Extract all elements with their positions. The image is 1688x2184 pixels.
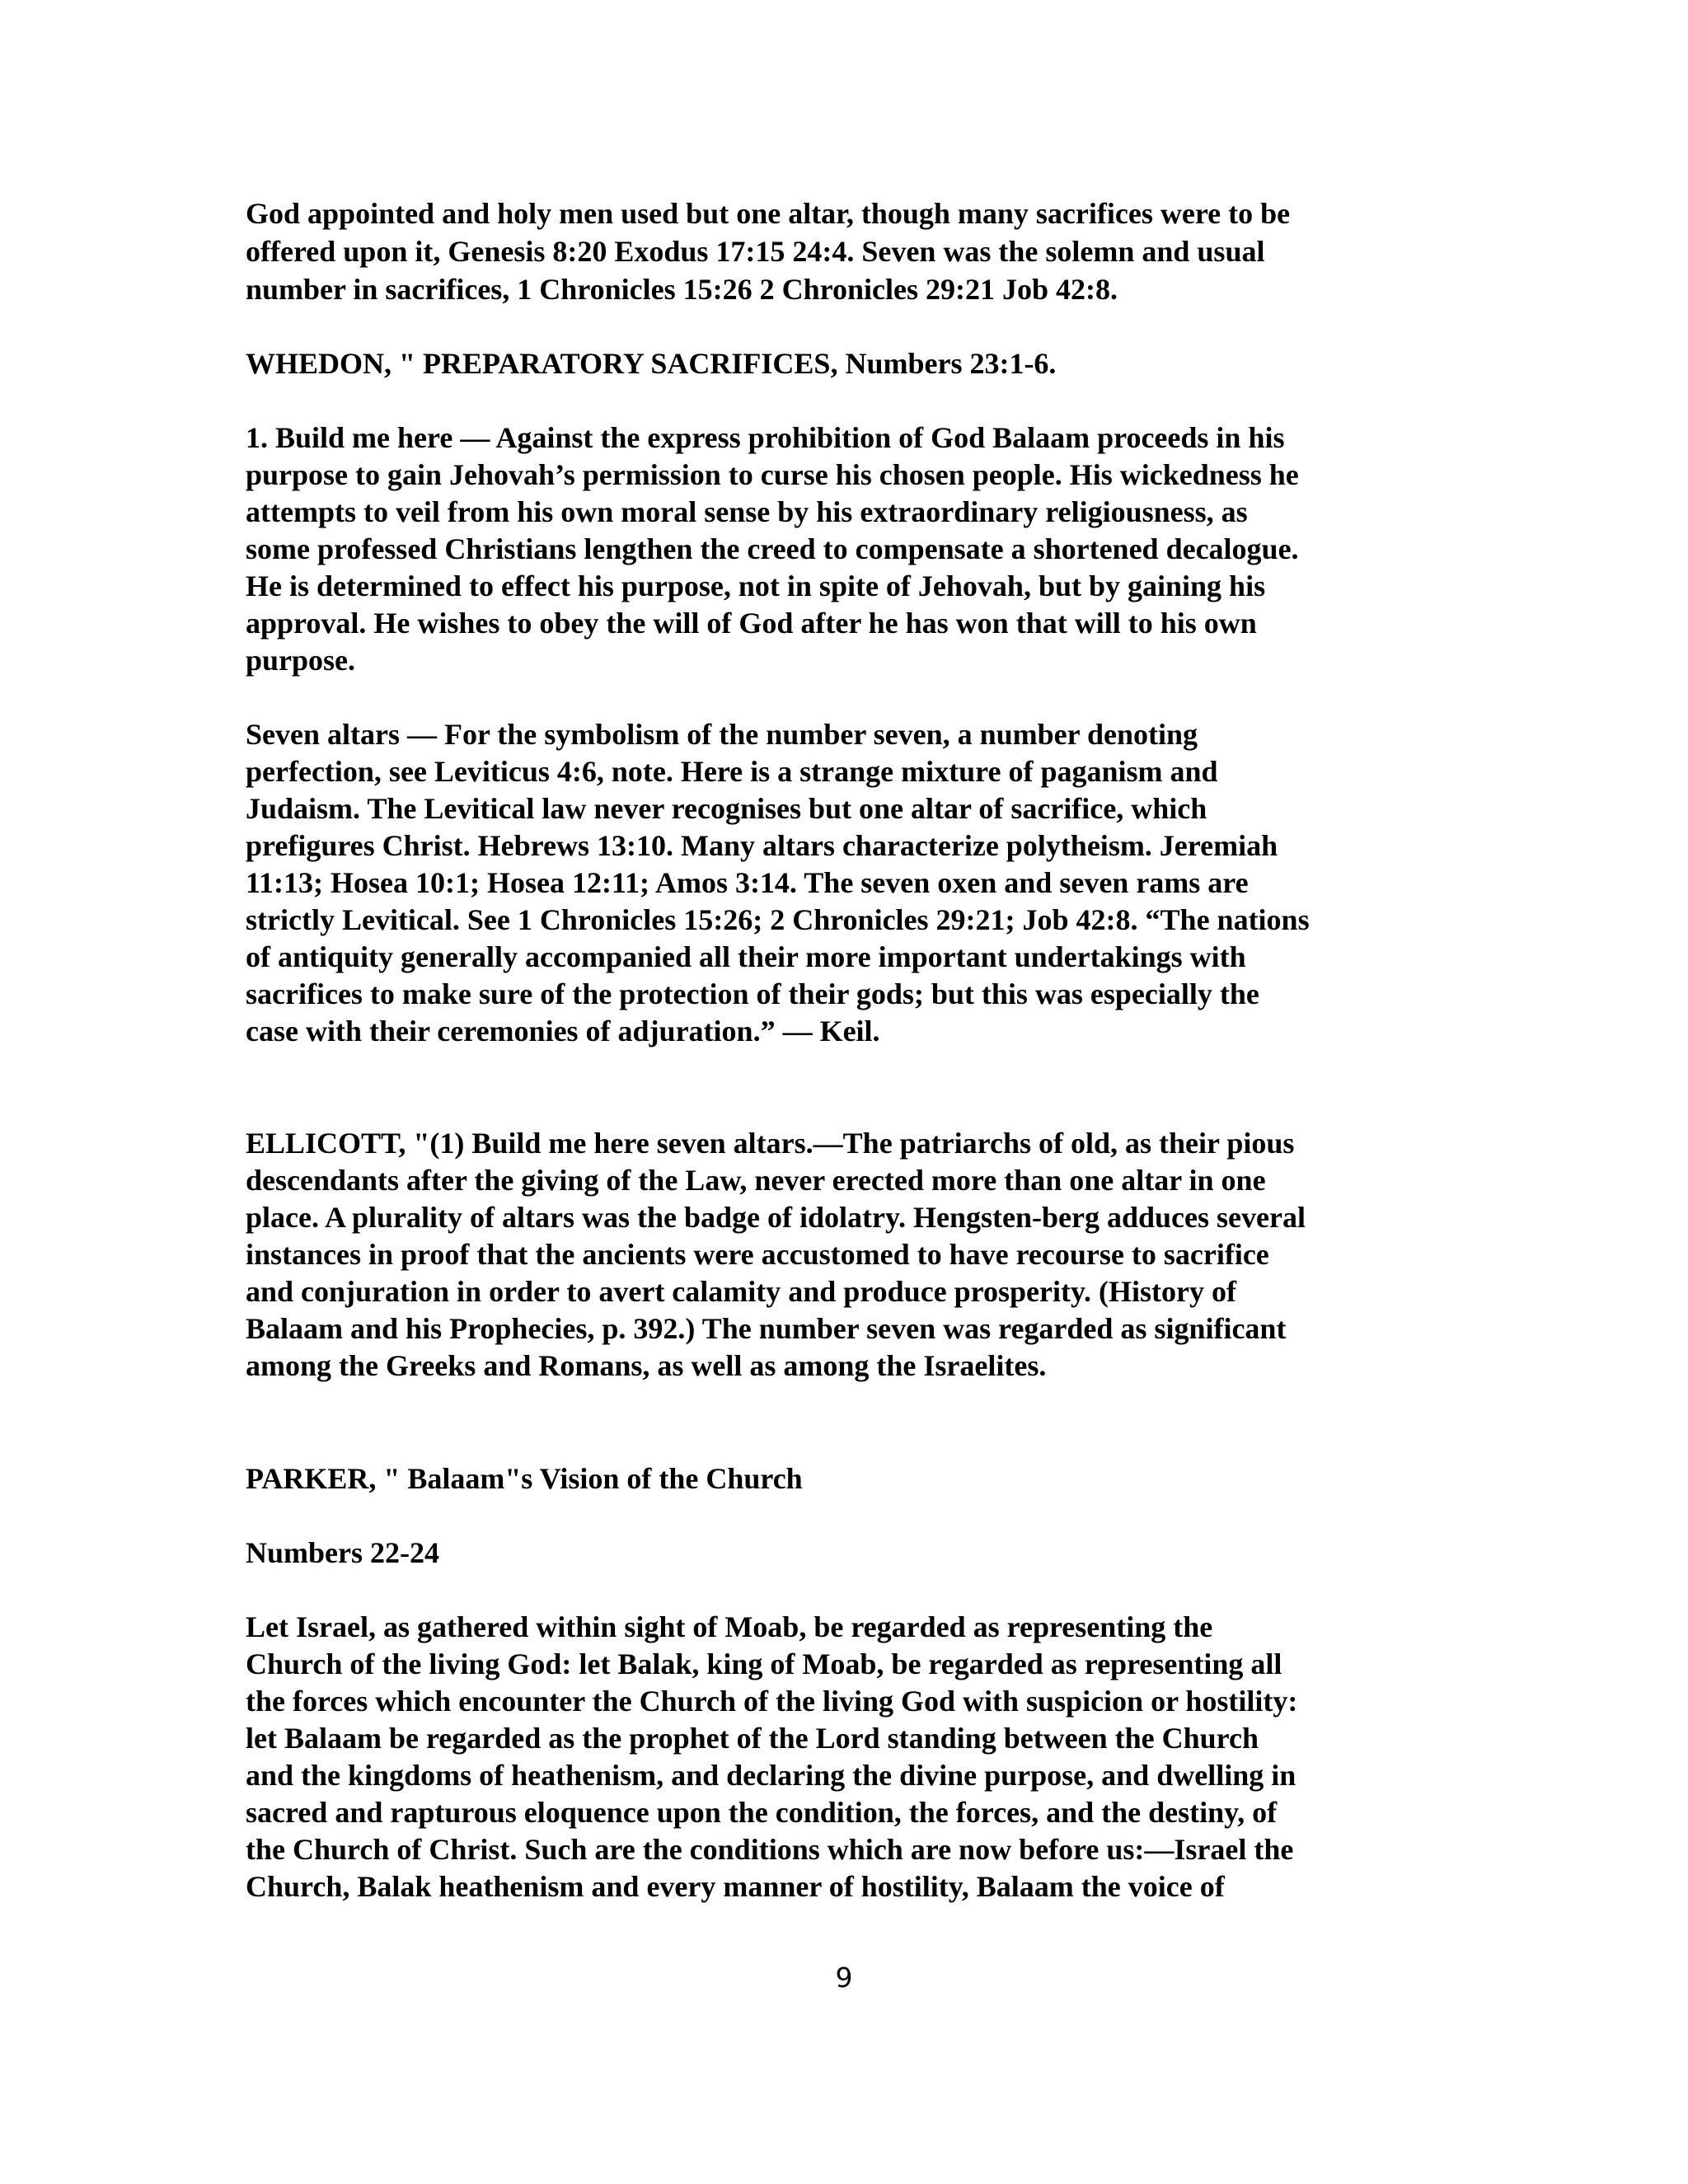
section-heading-ellicott: ELLICOTT, "(1) Build me here seven altars.—The patriarchs of old, as their pious [246,1127,1295,1160]
text-line: descendants after the giving of the Law, never erected more than one altar in one [246,1164,1266,1197]
text-line: purpose to gain Jehovah’s permission to curse his chosen people. His wickedness he [246,458,1299,491]
text-line: among the Greeks and Romans, as well as among the Israelites. [246,1349,1047,1382]
text-line: sacred and rapturous eloquence upon the condition, the forces, and the destiny, of [246,1796,1278,1829]
text-line: approval. He wishes to obey the will of God after he has won that will to his own [246,607,1257,640]
text-line: Balaam and his Prophecies, p. 392.) The number seven was regarded as significant [246,1312,1287,1345]
text-line: Seven altars — For the symbolism of the number seven, a number denoting [246,718,1198,751]
text-line: Church, Balak heathenism and every manner of hostility, Balaam the voice of [246,1870,1225,1903]
text-line: 11:13; Hosea 10:1; Hosea 12:11; Amos 3:14. The seven oxen and seven rams are [246,866,1249,899]
text-line: and conjuration in order to avert calamity and produce prosperity. (History of [246,1275,1236,1308]
text-line: the Church of Christ. Such are the conditions which are now before us:—Israel the [246,1833,1294,1866]
text-line: instances in proof that the ancients were accustomed to have recourse to sacrifice [246,1238,1269,1271]
text-line: 1. Build me here — Against the express prohibition of God Balaam proceeds in his [246,421,1285,454]
text-line: prefigures Christ. Hebrews 13:10. Many altars characterize polytheism. Jeremiah [246,829,1278,862]
text-line: and the kingdoms of heathenism, and declaring the divine purpose, and dwelling in [246,1759,1296,1792]
text-line: let Balaam be regarded as the prophet of the Lord standing between the Church [246,1722,1259,1755]
text-line: He is determined to effect his purpose, not in spite of Jehovah, but by gaining his [246,569,1266,602]
text-line: attempts to veil from his own moral sense by his extraordinary religiousness, as [246,495,1248,528]
text-line: of antiquity generally accompanied all their more important undertakings with [246,940,1246,973]
section-subheading: Numbers 22-24 [246,1536,439,1569]
text-line: place. A plurality of altars was the badge of idolatry. Hengsten-berg adduces several [246,1201,1306,1234]
text-line: purpose. [246,644,356,677]
text-line: number in sacrifices, 1 Chronicles 15:26 2 Chronicles 29:21 Job 42:8. [246,273,1118,306]
text-line: sacrifices to make sure of the protection of their gods; but this was especially the [246,977,1259,1010]
section-heading-parker: PARKER, " Balaam"s Vision of the Church [246,1462,803,1495]
text-line: some professed Christians lengthen the creed to compensate a shortened decalogue. [246,532,1299,565]
text-line: Judaism. The Levitical law never recognises but one altar of sacrifice, which [246,792,1207,825]
text-line: Let Israel, as gathered within sight of Moab, be regarded as representing the [246,1610,1213,1643]
text-line: Church of the living God: let Balak, king of Moab, be regarded as representing all [246,1647,1282,1680]
section-heading-whedon: WHEDON, " PREPARATORY SACRIFICES, Numbers 23:1-6. [246,347,1057,380]
text-line: God appointed and holy men used but one altar, though many sacrifices were to be [246,197,1291,230]
text-line: perfection, see Leviticus 4:6, note. Here is a strange mixture of paganism and [246,755,1218,788]
text-line: offered upon it, Genesis 8:20 Exodus 17:15 24:4. Seven was the solemn and usual [246,235,1265,268]
text-line: case with their ceremonies of adjuration.” — Keil. [246,1015,880,1047]
text-line: the forces which encounter the Church of the living God with suspicion or hostility: [246,1685,1298,1718]
page-number: 9 [835,1961,853,1994]
text-line: strictly Levitical. See 1 Chronicles 15:26; 2 Chronicles 29:21; Job 42:8. “The nations [246,903,1310,936]
